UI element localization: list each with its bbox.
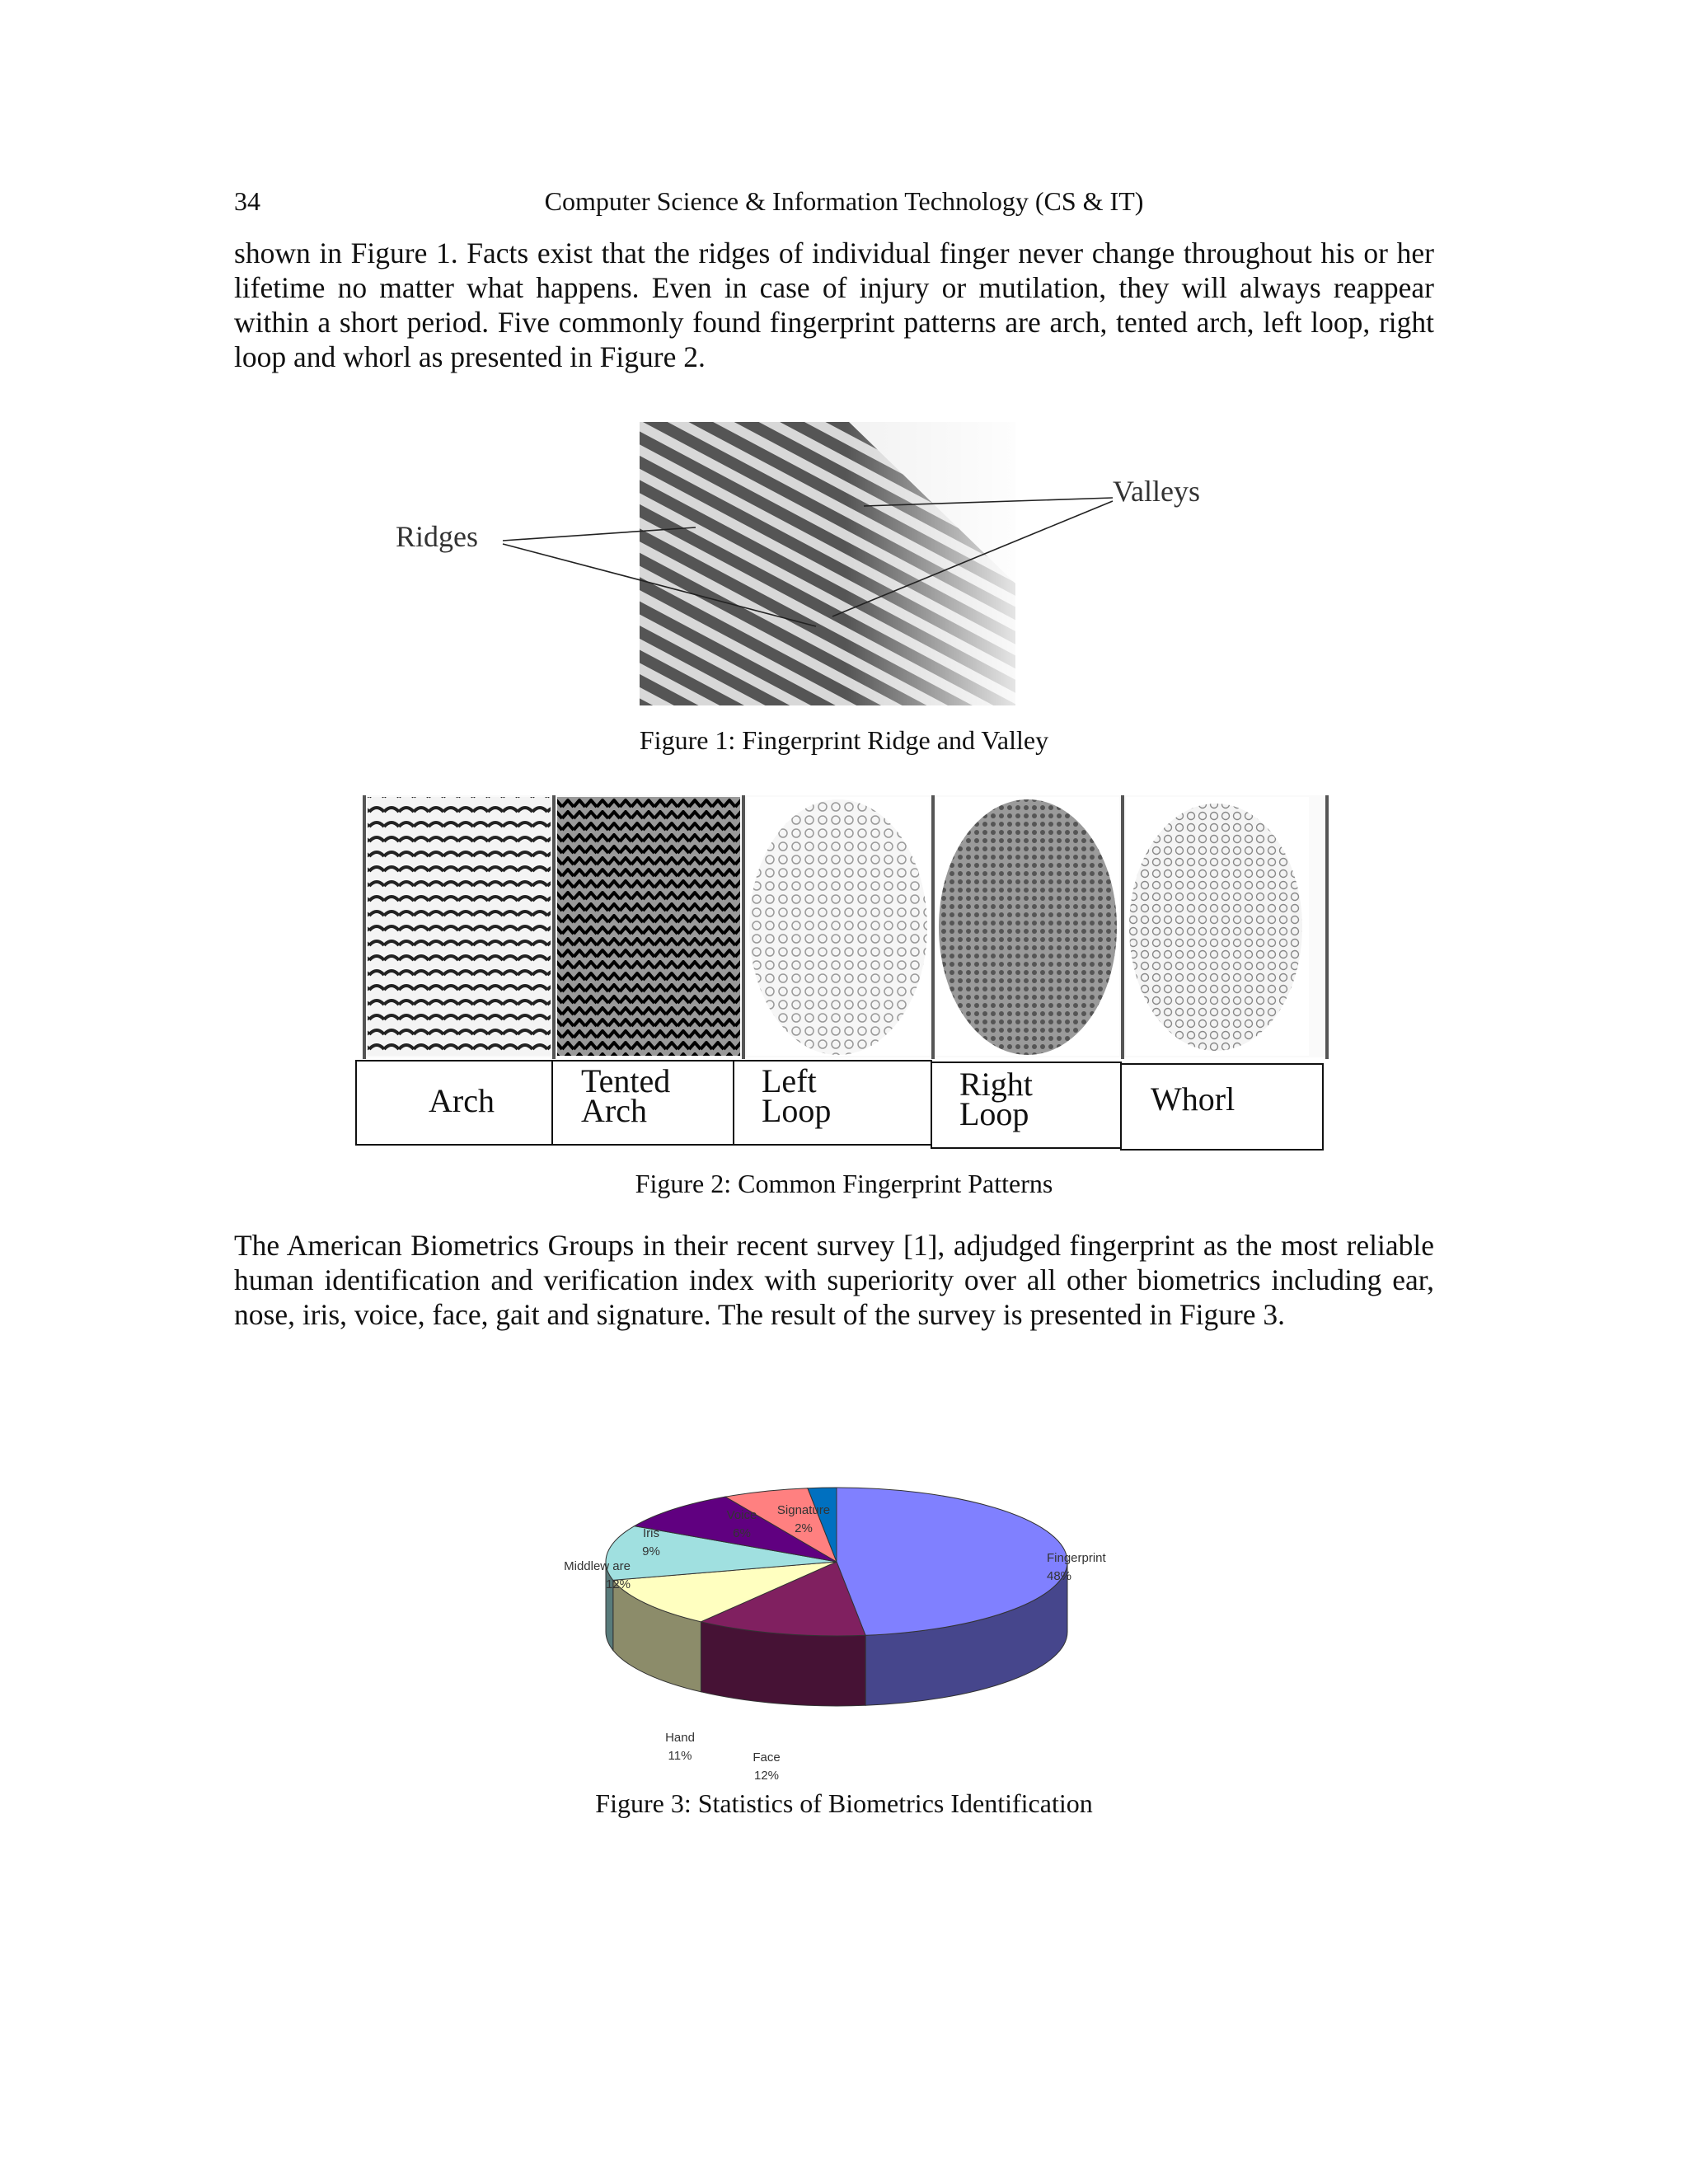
pattern-image-right-loop (939, 799, 1117, 1055)
label-valleys: Valleys (1113, 475, 1200, 508)
label-left: Left (762, 1062, 817, 1099)
label-tented-arch: Arch (581, 1092, 647, 1129)
figure-1-ridge-valley (387, 419, 1245, 715)
figure-3-pie-chart (495, 1413, 1203, 1783)
page-number: 34 (234, 186, 260, 216)
label-left-loop: Loop (762, 1092, 832, 1129)
pie-label-voice: Voice (726, 1508, 757, 1522)
figure-2-patterns (354, 787, 1343, 1158)
paragraph-survey: The American Biometrics Groups in their recent survey [1], adjudged fingerprint as the most reliable human identification and verification index with superiority over all other biometrics including ear, nose, iris, voice, face, gait and signature. The result of the survey is presented in Figure 3. (234, 1229, 1434, 1331)
figure-3-caption: Figure 3: Statistics of Biometrics Identification (595, 1788, 1093, 1818)
figure-1-caption: Figure 1: Fingerprint Ridge and Valley (639, 725, 1049, 755)
pie-value-face: 12% (753, 1769, 780, 1783)
pie-label-iris: Iris (643, 1526, 659, 1540)
pie-value-middlew-are: 12% (605, 1577, 631, 1591)
paragraph-intro: shown in Figure 1. Facts exist that the ridges of individual finger never change throughout his or her lifetime no matter what happens. Even in case of injury or mutilation, they will always reappear within a short period. Five commonly found fingerprint patterns are arch, tented arch, left loop, right loop and whorl as presented in Figure 2. (234, 237, 1434, 373)
pattern-image-left-loop (749, 799, 927, 1055)
pie-value-signature: 2% (795, 1521, 813, 1535)
pie-label-face: Face (753, 1750, 781, 1765)
pie-value-fingerprint: 48% (1047, 1569, 1072, 1583)
running-head: Computer Science & Information Technology (CS & IT) (544, 186, 1144, 216)
pie-label-fingerprint: Fingerprint (1047, 1551, 1106, 1565)
figure-2-caption: Figure 2: Common Fingerprint Patterns (635, 1169, 1053, 1198)
pie-value-voice: 6% (733, 1526, 751, 1540)
label-whorl: Whorl (1151, 1080, 1236, 1118)
label-right: Right (959, 1066, 1033, 1103)
pie-label-middlew-are: Middlew are (564, 1559, 631, 1573)
pie-label-signature: Signature (776, 1503, 831, 1517)
label-arch: Arch (429, 1082, 495, 1119)
pattern-image-tented-arch (557, 797, 740, 1056)
pattern-image-whorl (1129, 804, 1302, 1051)
pie-value-iris: 9% (642, 1544, 660, 1558)
pattern-image-arch (368, 797, 551, 1056)
label-tented: Tented (581, 1062, 671, 1099)
pie-label-hand: Hand (665, 1731, 695, 1745)
label-ridges: Ridges (396, 520, 479, 553)
pie-value-hand: 11% (668, 1749, 692, 1763)
label-right-loop: Loop (959, 1095, 1029, 1132)
